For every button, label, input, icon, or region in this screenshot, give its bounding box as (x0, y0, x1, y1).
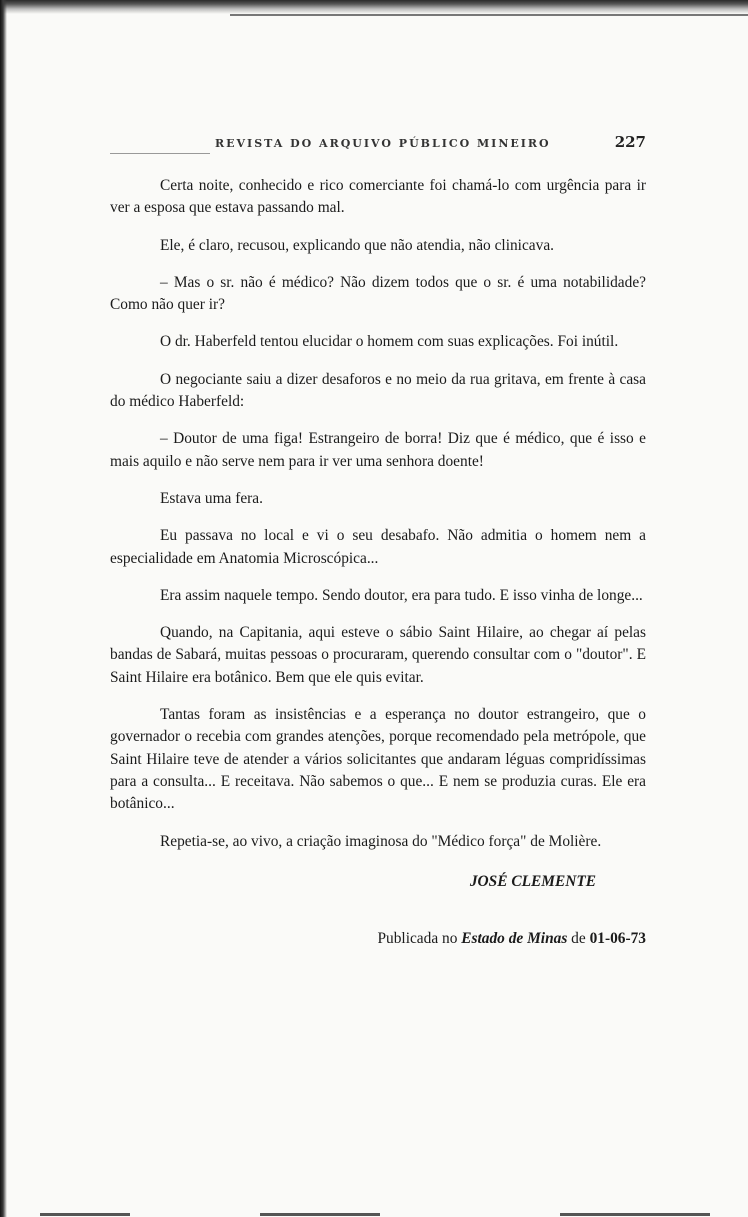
page-bottom-mark (40, 1213, 130, 1216)
paragraph: Estava uma fera. (160, 489, 263, 507)
source-middle: de (571, 930, 586, 948)
page-top-edge (0, 0, 748, 14)
page-number: 227 (614, 133, 646, 151)
paragraph: Tantas foram as insistências e a esperança no doutor estrangeiro, que o governador o recebia com grandes atenções, porque recomendado pela metrópole, que Saint Hilaire teve de atender a vários solicitantes que andaram léguas compridíssimas para a consulta... E receitava. Não sabemos o que... E nem se produzia curas. Ele era botânico... (110, 706, 646, 813)
page-binding-edge (0, 0, 7, 1217)
journal-title: REVISTA DO ARQUIVO PÚBLICO MINEIRO (215, 137, 551, 150)
source-publication: Estado de Minas (461, 930, 568, 948)
paragraph: Quando, na Capitania, aqui esteve o sábio Saint Hilaire, ao chegar aí pelas bandas de Sabará, muitas pessoas o procuraram, querendo consultar com o "doutor". E Saint Hilaire era botânico. Bem que ele quis evitar. (110, 624, 646, 686)
paragraph: Era assim naquele tempo. Sendo doutor, era para tudo. E isso vinha de longe... (160, 586, 643, 604)
paragraph: Eu passava no local e vi o seu desabafo. Não admitia o homem nem a especialidade em Anatomia Microscópica... (110, 527, 646, 567)
paragraph: – Doutor de uma figa! Estrangeiro de borra! Diz que é médico, que é isso e mais aquilo e não serve nem para ir ver uma senhora doente! (110, 430, 646, 470)
author-signature: JOSÉ CLEMENTE (469, 872, 596, 890)
paragraph: Certa noite, conhecido e rico comerciante foi chamá-lo com urgência para ir ver a esposa que estava passando mal. (110, 177, 646, 217)
paragraph: – Mas o sr. não é médico? Não dizem todos que o sr. é uma notabilidade? Como não quer ir? (110, 273, 646, 314)
running-header (110, 133, 646, 153)
paragraph: O negociante saiu a dizer desaforos e no meio da rua gritava, em frente à casa do médico Haberfeld: (110, 370, 646, 411)
paragraph: O dr. Haberfeld tentou elucidar o homem com suas explicações. Foi inútil. (160, 333, 619, 351)
page-top-line (230, 14, 748, 16)
page-bottom-mark (560, 1213, 710, 1216)
source-prefix: Publicada no (377, 930, 458, 948)
publication-source (110, 928, 646, 950)
paragraph: Repetia-se, ao vivo, a criação imaginosa do "Médico força" de Molière. (160, 832, 602, 850)
header-rule (110, 153, 210, 154)
page-bottom-mark (260, 1213, 380, 1216)
article-body (110, 175, 646, 965)
paragraph: Ele, é claro, recusou, explicando que não atendia, não clinicava. (160, 236, 554, 254)
source-date: 01-06-73 (589, 930, 646, 948)
